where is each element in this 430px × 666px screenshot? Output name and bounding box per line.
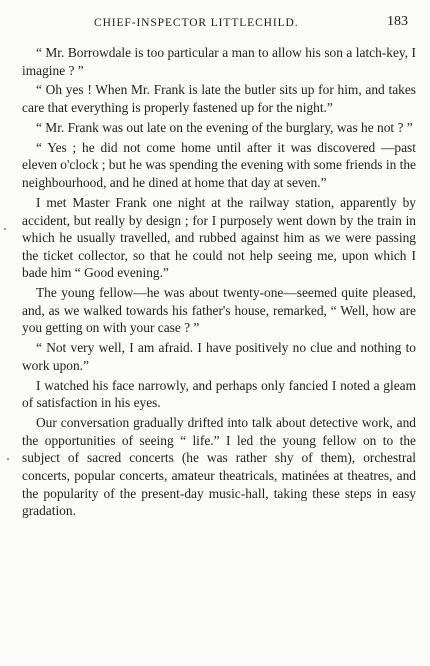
paper-speck [4, 228, 6, 230]
paragraph: The young fellow—he was about twenty-one—seemed quite pleased, and, as we walked towards his father's house, remarked, “ Well, how are you getting on with your case ? ” [22, 285, 416, 336]
paragraph: “ Not very well, I am afraid. I have positively no clue and nothing to work upon.” [22, 340, 416, 373]
paper-speck [7, 458, 9, 460]
page-number: 183 [387, 14, 408, 29]
paragraph: “ Mr. Frank was out late on the evening of the burglary, was he not ? ” [36, 119, 413, 135]
paragraph: I met Master Frank one night at the railway station, apparently by accident, but really by design ; for I purposely went down by the train in which he usually travelled, and rubbed against him as we were passing the ticket collector, so that he could not help seeing me, upon which I bade him “ Good evening.” [22, 194, 416, 281]
running-head [22, 14, 414, 34]
paragraph: “ Mr. Borrowdale is too particular a man to allow his son a latch-key, I imagine ? ” [22, 45, 416, 78]
paragraph: Our conversation gradually drifted into talk about detective work, and the opportunities of seeing “ life.” I led the young fellow on to the subject of sacred concerts (he was rather shy of them), orchestral concerts, popular concerts, amateur theatricals, matinées at theatres, and the popularity of the present-day music-hall, taking these steps in easy gradation. [22, 415, 416, 519]
paragraph: “ Yes ; he did not come home until after it was discovered —past eleven o'clock ; but he was spending the evening with some friends in the neighbourhood, and he dined at home that day at seven.” [22, 139, 416, 191]
running-title: CHIEF-INSPECTOR LITTLECHILD. [94, 17, 299, 29]
paragraph: “ Oh yes ! When Mr. Frank is late the butler sits up for him, and takes care that everything is properly fastened up for the night.” [22, 82, 416, 116]
paragraph: I watched his face narrowly, and perhaps only fancied I noted a gleam of satisfaction in his eyes. [22, 377, 416, 411]
body-text [22, 44, 416, 522]
